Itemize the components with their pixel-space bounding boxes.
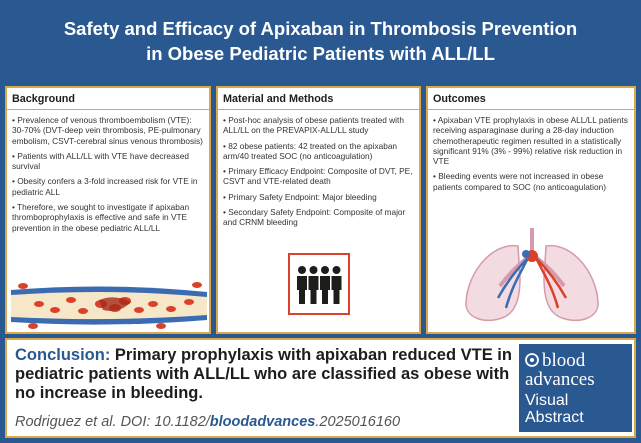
methods-bullet: • Primary Safety Endpoint: Major bleeding — [223, 191, 377, 202]
conclusion-box — [5, 338, 636, 438]
outcomes-panel — [426, 86, 636, 334]
citation — [15, 414, 515, 430]
methods-panel — [216, 86, 421, 334]
citation-journal: bloodadvances — [209, 414, 316, 430]
background-heading: Background — [7, 88, 209, 110]
patient-group-icon — [288, 253, 350, 315]
methods-heading: Material and Methods — [218, 88, 419, 110]
page-title — [0, 0, 641, 82]
methods-bullet: • Secondary Safety Endpoint: Composite of major and CRNM bleeding — [223, 207, 406, 228]
logo-word-advances: advances — [525, 368, 595, 390]
lungs-icon — [458, 228, 606, 328]
citation-suffix: .2025016160 — [315, 414, 401, 430]
background-bullet: • Patients with ALL/LL with VTE have decreased survival — [12, 150, 189, 172]
background-panel — [5, 86, 211, 334]
logo-word-blood: blood — [542, 349, 586, 371]
vein-junction — [522, 250, 530, 258]
methods-bullet: • Primary Efficacy Endpoint: Composite of DVT, PE, CSVT and VTE-related death — [223, 166, 413, 187]
conclusion-statement — [15, 346, 515, 403]
background-bullet: • Therefore, we sought to investigate if apixaban thromboprophylaxis is effective and safe in VTE prevention in the obese pediatric ALL/LL — [12, 202, 190, 233]
methods-bullet: • 82 obese patients: 42 treated on the apixaban arm/40 treated SOC (no anticoagulation) — [223, 140, 398, 161]
outcomes-bullet: • Apixaban VTE prophylaxis in obese ALL/LL patients receiving asparaginase during a 28-day induction chemotherapeutic regimen resulted in a statistically significant 91% (3% - 99%) relative risk reduction in VTE — [433, 115, 628, 167]
background-bullet: • Obesity confers a 3-fold increased risk for VTE in pediatric ALL — [12, 176, 198, 197]
conclusion-label: Conclusion: — [15, 346, 111, 364]
conclusion-text: Primary prophylaxis with apixaban reduced VTE in pediatric patients with ALL/LL who are classified as obese with no increase in bleeding. — [15, 346, 512, 402]
blood-vessel-clot-icon — [11, 280, 207, 330]
logo-word-visual: Visual — [525, 391, 569, 409]
outcomes-bullet: • Bleeding events were not increased in obese patients compared to SOC (no anticoagulation) — [433, 171, 606, 192]
blood-advances-logo — [519, 344, 632, 432]
logo-line-1 — [525, 351, 626, 370]
left-lung — [466, 246, 520, 321]
title-line-2: in Obese Pediatric Patients with ALL/LL — [146, 43, 495, 64]
citation-prefix: Rodriguez et al. DOI: 10.1182/ — [15, 414, 210, 430]
logo-word-abstract: Abstract — [525, 408, 584, 426]
outcomes-heading: Outcomes — [428, 88, 634, 110]
blood-drop-icon — [525, 352, 539, 368]
right-lung — [544, 246, 598, 321]
methods-bullet: • Post-hoc analysis of obese patients treated with ALL/LL on the PREVAPIX-ALL/LL study — [223, 115, 404, 136]
background-bullet: • Prevalence of venous thromboembolism (VTE): 30-70% (DVT-deep vein thrombosis, PE-pulmonary embolism, CSVT-cerebral sinus venous thrombosis) — [12, 115, 203, 146]
title-line-1: Safety and Efficacy of Apixaban in Thrombosis Prevention — [63, 18, 578, 39]
